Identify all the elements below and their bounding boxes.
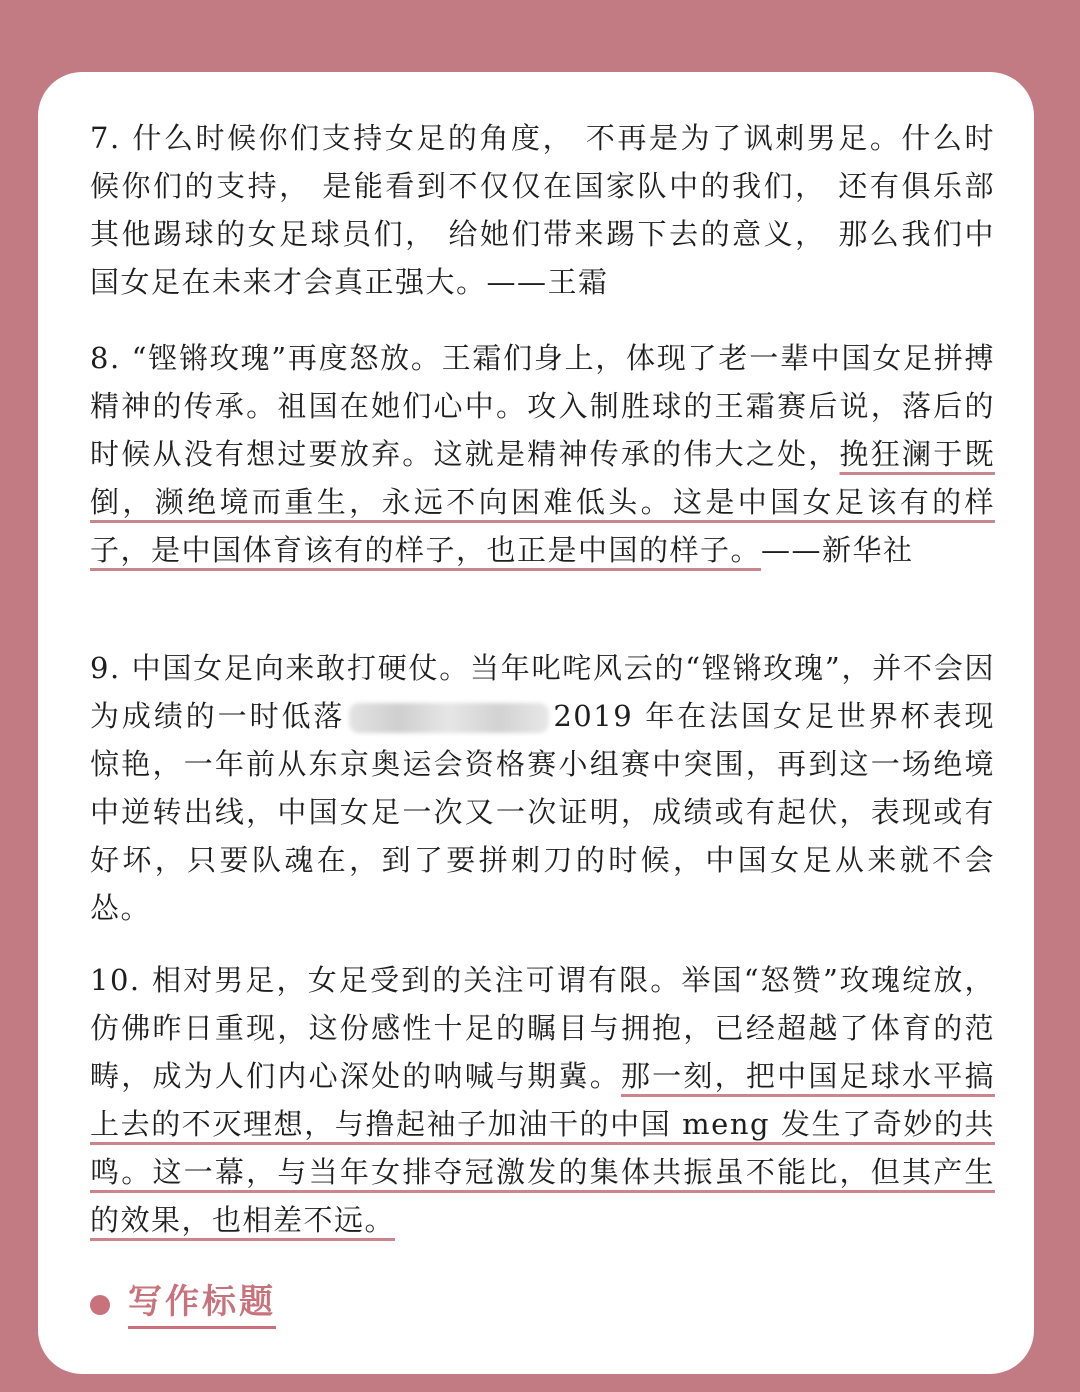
paragraph-9 bbox=[90, 644, 995, 932]
paragraph-10-highlight: 那一刻，把中国足球水平搞上去的不灭理想，与撸起袖子加油干的中国 meng 发生了奇妙的共鸣。这一幕，与当年女排夺冠激发的集体共振虽不能比，但其产生的效果，也相差不远。 bbox=[90, 1059, 995, 1237]
paragraph-9-text-before: 9. 中国女足向来敢打硬仗。当年叱咤风云的“铿锵玫瑰”，并不会因为成绩的一时低落 bbox=[90, 651, 995, 733]
content-card bbox=[38, 72, 1034, 1374]
paragraph-8-text: 8. “铿锵玫瑰”再度怒放。王霜们身上，体现了老一辈中国女足拼搏精神的传承。祖国在她们心中。攻入制胜球的王霜赛后说，落后的时候从没有想过要放弃。这就是精神传承的伟大之处， bbox=[90, 341, 995, 471]
paragraph-8-highlight: 挽狂澜于既倒，濒绝境而重生，永远不向困难低头。这是中国女足该有的样子，是中国体育该有的样子，也正是中国的样子。 bbox=[90, 437, 995, 567]
section-heading bbox=[90, 1280, 276, 1329]
paragraph-8 bbox=[90, 334, 995, 574]
paragraph-9-text-after: 2019 年在法国女足世界杯表现惊艳，一年前从东京奥运会资格赛小组赛中突围，再到这一场绝境中逆转出线，中国女足一次又一次证明，成绩或有起伏，表现或有好坏，只要队魂在，到了要拼刺刀的时候，中国女足从来就不会怂。 bbox=[90, 699, 995, 925]
paragraph-8-source: ——新华社 bbox=[761, 533, 914, 567]
paragraph-10-text: 10. 相对男足，女足受到的关注可谓有限。举国“怒赞”玫瑰绽放，仿佛昨日重现，这份感性十足的瞩目与拥抱，已经超越了体育的范畴，成为人们内心深处的呐喊与期冀。 bbox=[90, 963, 995, 1093]
paragraph-10 bbox=[90, 956, 995, 1244]
paragraph-7-text: 7. 什么时候你们支持女足的角度， 不再是为了讽刺男足。什么时候你们的支持， 是能看到不仅仅在国家队中的我们， 还有俱乐部其他踢球的女足球员们， 给她们带来踢下去的意义， 那么我们中国女足在未来才会真正强大。——王霜 bbox=[90, 121, 995, 299]
blurred-watermark bbox=[349, 703, 549, 733]
bullet-dot-icon bbox=[90, 1295, 110, 1315]
section-title: 写作标题 bbox=[128, 1280, 276, 1329]
paragraph-7 bbox=[90, 114, 995, 306]
